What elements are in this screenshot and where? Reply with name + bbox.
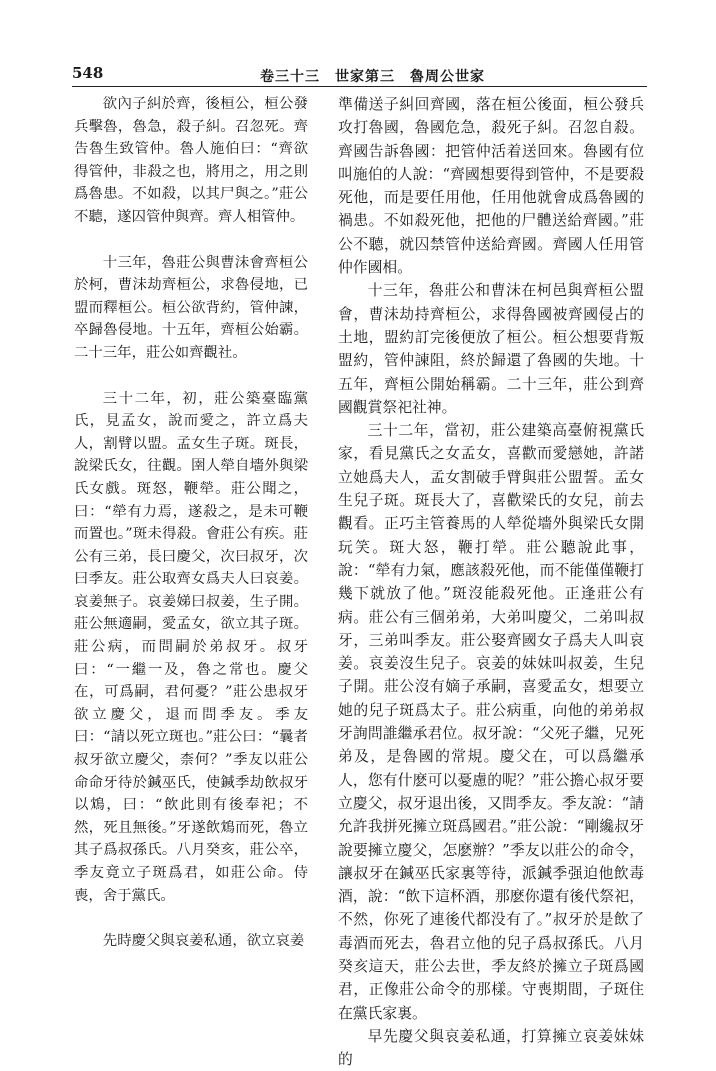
running-head: 卷三十三 世家第三 魯周公世家 [260,69,485,85]
translation-paragraph-1: 準備送子糾回齊國，落在桓公後面，桓公發兵攻打魯國，魯國危急，殺死子糾。召忽自殺。齊國告訴魯國：把管仲活着送回來。魯國有位叫施伯的人說：“齊國想要得到管仲，不是要殺死他，而是要任用他，任用他就會成爲魯國的禍患。不如殺死他，把他的尸體送給齊國。”莊公不聽，就囚禁管仲送給齊國。齊國人任用管仲作國相。 [338,96,644,277]
original-paragraph-3: 三十二年，初，莊公築臺臨黨氏，見孟女，說而愛之，許立爲夫人，割臂以盟。孟女生子斑。斑長，說梁氏女，往觀。圉人犖自墻外與梁氏女戲。斑怒，鞭犖。莊公聞之，曰：“犖有力焉，遂殺之，是未可鞭而置也。”斑未得殺。會莊公有疾。莊公有三弟，長曰慶父，次曰叔牙，次曰季友。莊公取齊女爲夫人曰哀姜。哀姜無子。哀姜娣曰叔姜，生子開。莊公無適嗣，愛孟女，欲立其子斑。莊公病，而問嗣於弟叔牙。叔牙曰：“一繼一及，魯之常也。慶父在，可爲嗣，君何憂？”莊公患叔牙欲立慶父，退而問季友。季友曰：“請以死立斑也。”莊公曰：“曩者叔牙欲立慶父，柰何？”季友以莊公命命牙待於鍼巫氏，使鍼季劫飲叔牙以鴆，曰：“飲此則有後奉祀；不然，死且無後。”牙遂飲鴆而死，魯立其子爲叔孫氏。八月癸亥，莊公卒，季友竟立子斑爲君，如莊公命。侍喪，舍于黨氏。 [74,390,308,904]
translation-column [338,93,644,1071]
translation-paragraph-2: 十三年，魯莊公和曹沬在柯邑與齊桓公盟會，曹沬劫持齊桓公，求得魯國被齊國侵占的土地，盟約訂完後便放了桓公。桓公想要背叛盟約，管仲諫阻，終於歸還了魯國的失地。十五年，齊桓公開始稱霸。二十三年，莊公到齊國觀賞祭祀社神。 [338,282,644,416]
header-rule [72,86,647,87]
translation-paragraph-4: 早先慶父與哀姜私通，打算擁立哀姜妹妹的 [338,1027,644,1069]
translation-paragraph-3: 三十二年，當初，莊公建築高臺俯視黨氏家，看見黨氏之女孟女，喜歡而愛戀她，許諾立她爲夫人，孟女割破手臂與莊公盟誓。孟女生兒子斑。斑長大了，喜歡梁氏的女兒，前去觀看。正巧主管養馬的人犖從墻外與梁氏女開玩笑。斑大怒，鞭打犖。莊公聽說此事，說：“犖有力氣，應該殺死他，而不能僅僅鞭打幾下就放了他。”斑沒能殺死他。正逢莊公有病。莊公有三個弟弟，大弟叫慶父，二弟叫叔牙，三弟叫季友。莊公娶齊國女子爲夫人叫哀姜。哀姜沒生兒子。哀姜的妹妹叫叔姜，生兒子開。莊公沒有嫡子承嗣，喜愛孟女，想要立她的兒子斑爲太子。莊公病重，向他的弟弟叔牙詢問誰繼承君位。叔牙說：“父死子繼，兄死弟及，是魯國的常規。慶父在，可以爲繼承人，您有什麽可以憂慮的呢？”莊公擔心叔牙要立慶父，叔牙退出後，又問季友。季友說：“請允許我拼死擁立斑爲國君。”莊公說：“剛纔叔牙說要擁立慶父，怎麽辦？”季友以莊公的命令，讓叔牙在鍼巫氏家裏等待，派鍼季强迫他飲毒酒，說：“飲下這杯酒，那麽你還有後代祭祀，不然，你死了連後代都没有了。”叔牙於是飲了毒酒而死去，魯君立他的兒子爲叔孫氏。八月癸亥這天，莊公去世，季友終於擁立子斑爲國君，正像莊公命令的那樣。守喪期間，子斑住在黨氏家裏。 [338,422,644,1022]
original-paragraph-2: 十三年，魯莊公與曹沬會齊桓公於柯，曹沬劫齊桓公，求魯侵地，已盟而釋桓公。桓公欲背約，管仲諫，卒歸魯侵地。十五年，齊桓公始霸。二十三年，莊公如齊觀社。 [74,254,308,361]
original-paragraph-4: 先時慶父與哀姜私通，欲立哀姜 [102,933,305,949]
original-text-column [74,93,308,949]
original-paragraph-1: 欲內子糾於齊，後桓公，桓公發兵擊魯，魯急，殺子糾。召忽死。齊告魯生致管仲。魯人施伯曰：“齊欲得管仲，非殺之也，將用之，用之則爲魯患。不如殺，以其尸與之。”莊公不聽，遂囚管仲與齊。齊人相管仲。 [74,96,308,225]
page-number: 548 [72,64,104,82]
